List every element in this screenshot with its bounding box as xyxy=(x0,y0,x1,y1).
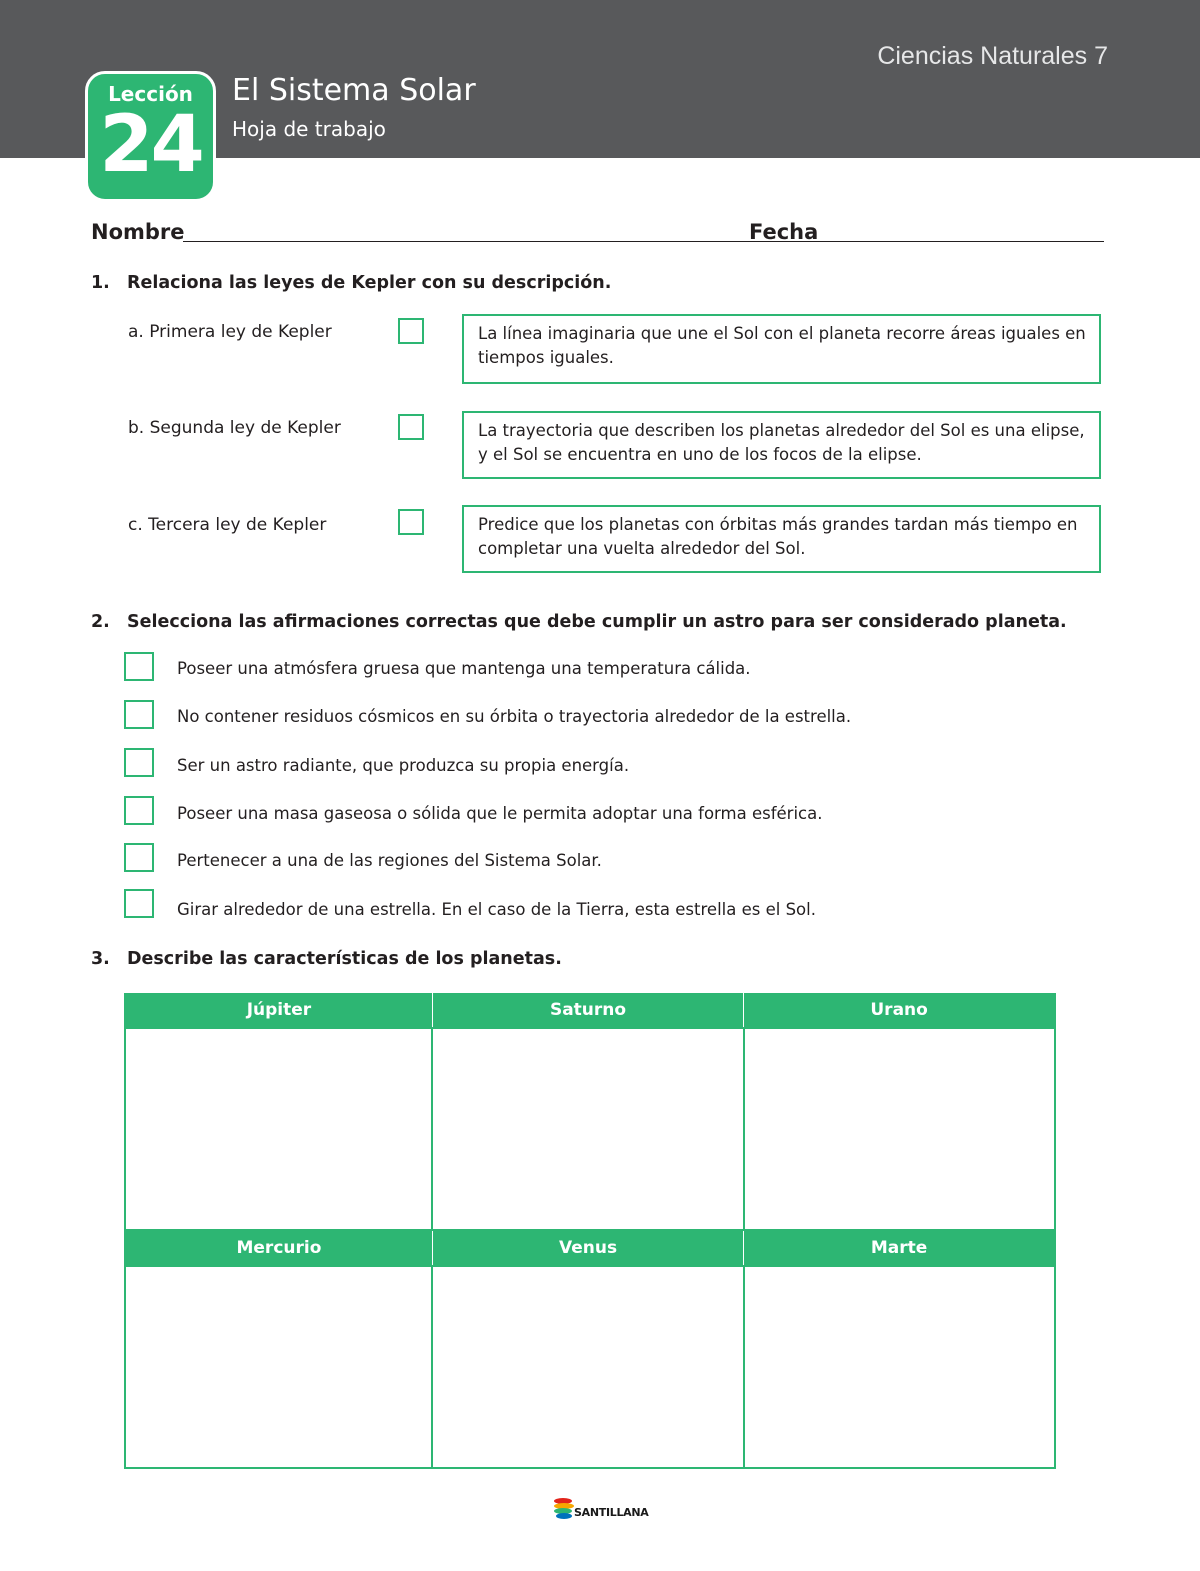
question-prompt: Relaciona las leyes de Kepler con su descripción. xyxy=(127,273,612,293)
option-checkbox-1[interactable] xyxy=(124,652,154,681)
planet-header-mercurio: Mercurio xyxy=(125,1230,432,1266)
description-box-2: La trayectoria que describen los planetas alrededor del Sol es una elipse, y el Sol se encuentra en uno de los focos de la elipse. xyxy=(462,411,1101,479)
name-label: Nombre xyxy=(91,220,185,244)
date-label: Fecha xyxy=(749,220,819,244)
subject-label: Ciencias Naturales 7 xyxy=(877,42,1108,70)
law-label-b: b. Segunda ley de Kepler xyxy=(128,418,341,438)
law-label-a: a. Primera ley de Kepler xyxy=(128,322,332,342)
page-title: El Sistema Solar xyxy=(232,73,476,108)
question-number: 3. xyxy=(91,949,110,969)
planet-answer-cell[interactable] xyxy=(125,1028,432,1230)
name-field[interactable] xyxy=(183,241,832,242)
option-checkbox-6[interactable] xyxy=(124,889,154,918)
santillana-logo-icon xyxy=(552,1496,576,1522)
planet-answer-cell[interactable] xyxy=(432,1028,743,1230)
page-subtitle: Hoja de trabajo xyxy=(232,117,386,141)
planet-answer-cell[interactable] xyxy=(744,1266,1055,1468)
option-text-2: No contener residuos cósmicos en su órbita o trayectoria alrededor de la estrella. xyxy=(177,707,852,726)
question-prompt: Describe las características de los planetas. xyxy=(127,949,562,969)
publisher-logo xyxy=(552,1496,652,1524)
lesson-number: 24 xyxy=(99,100,202,190)
name-date-row xyxy=(91,220,1104,250)
planet-header-jupiter: Júpiter xyxy=(125,993,432,1028)
planet-answer-cell[interactable] xyxy=(125,1266,432,1468)
option-text-5: Pertenecer a una de las regiones del Sistema Solar. xyxy=(177,851,602,870)
law-label-c: c. Tercera ley de Kepler xyxy=(128,515,327,535)
planet-answer-cell[interactable] xyxy=(744,1028,1055,1230)
question-prompt: Selecciona las afirmaciones correctas que debe cumplir un astro para ser considerado planeta. xyxy=(127,612,1067,632)
option-text-3: Ser un astro radiante, que produzca su propia energía. xyxy=(177,756,630,775)
match-box-a[interactable] xyxy=(398,318,424,344)
planet-header-marte: Marte xyxy=(744,1230,1055,1266)
option-text-6: Girar alrededor de una estrella. En el caso de la Tierra, esta estrella es el Sol. xyxy=(177,900,816,919)
publisher-name: SANTILLANA xyxy=(574,1506,649,1519)
option-checkbox-4[interactable] xyxy=(124,796,154,825)
option-checkbox-5[interactable] xyxy=(124,843,154,872)
question-number: 1. xyxy=(91,273,110,293)
planet-header-saturno: Saturno xyxy=(432,993,743,1028)
option-text-1: Poseer una atmósfera gruesa que mantenga una temperatura cálida. xyxy=(177,659,751,678)
question-3-title xyxy=(91,949,562,969)
question-2-title xyxy=(91,612,1067,632)
date-field[interactable] xyxy=(818,241,1104,242)
planet-header-venus: Venus xyxy=(432,1230,743,1266)
planet-header-urano: Urano xyxy=(744,993,1055,1028)
match-box-c[interactable] xyxy=(398,509,424,535)
match-box-b[interactable] xyxy=(398,414,424,440)
planets-table xyxy=(124,993,1056,1469)
lesson-badge xyxy=(85,71,216,202)
option-checkbox-3[interactable] xyxy=(124,748,154,777)
question-1-title xyxy=(91,273,611,293)
planet-answer-cell[interactable] xyxy=(432,1266,743,1468)
description-box-1: La línea imaginaria que une el Sol con el planeta recorre áreas iguales en tiempos iguales. xyxy=(462,314,1101,384)
lesson-label: Lección xyxy=(108,82,193,106)
description-box-3: Predice que los planetas con órbitas más grandes tardan más tiempo en completar una vuelta alrededor del Sol. xyxy=(462,505,1101,573)
option-checkbox-2[interactable] xyxy=(124,700,154,729)
question-number: 2. xyxy=(91,612,110,632)
option-text-4: Poseer una masa gaseosa o sólida que le permita adoptar una forma esférica. xyxy=(177,804,823,823)
